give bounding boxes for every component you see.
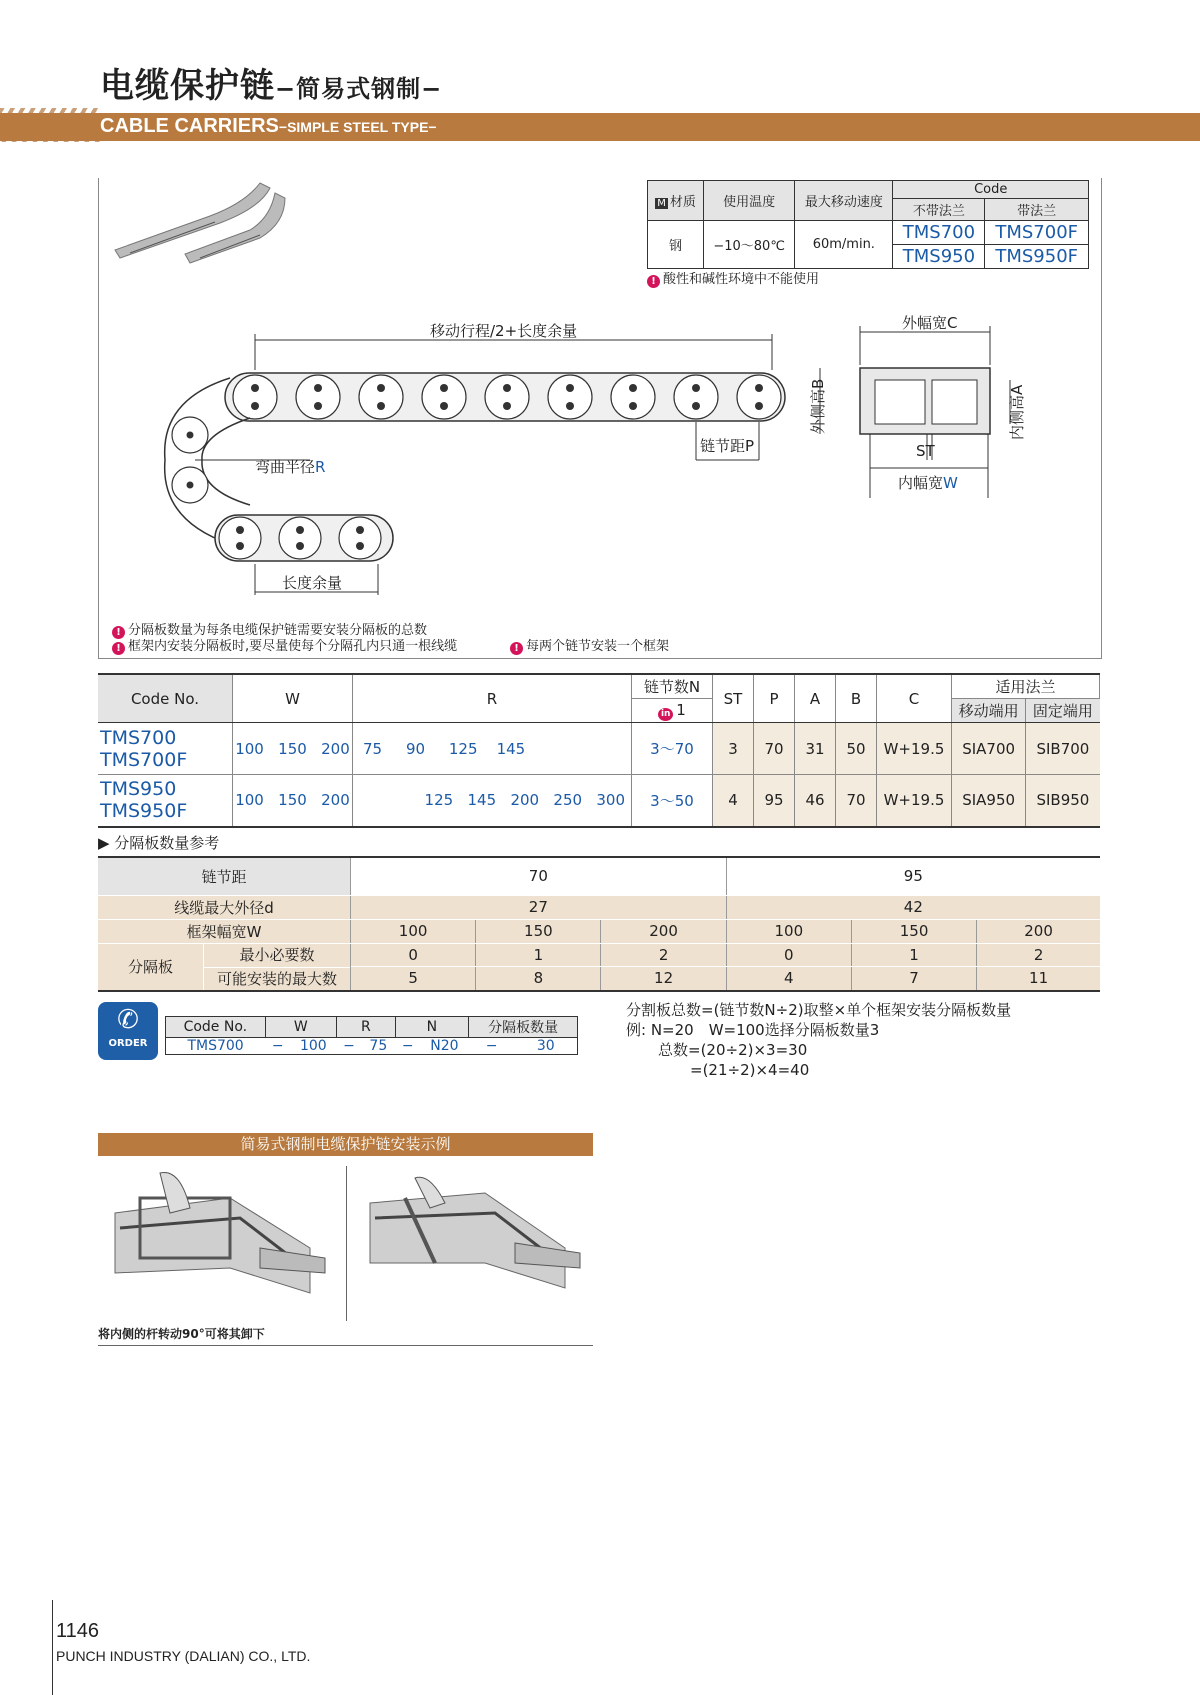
with-flange-header: 带法兰 (985, 199, 1089, 221)
code-cell (98, 723, 233, 775)
ref-width: 150 (476, 919, 601, 943)
a-cell: 46 (795, 775, 836, 827)
ref-max: 8 (476, 967, 601, 991)
order-table (165, 1016, 578, 1055)
w-value: 100 (235, 739, 264, 758)
col-st: ST (713, 674, 754, 723)
r-value: 125 (424, 791, 454, 810)
photo-divider (346, 1166, 347, 1321)
ref-width-label: 框架幅宽W (98, 919, 351, 943)
ref-max: 4 (726, 967, 851, 991)
ref-min: 2 (977, 943, 1100, 967)
box-note-2-text: 框架内安装分隔板时,要尽量使每个分隔孔内只通一根线缆 (128, 639, 458, 654)
col-moving: 移动端用 (952, 699, 1026, 723)
c-cell: W+19.5 (877, 775, 952, 827)
formula-line: 例: N=20 W=100选择分隔板数量3 (626, 1021, 880, 1039)
fixed-cell: SIB950 (1026, 775, 1100, 827)
r-cell (353, 723, 632, 775)
main-table (98, 673, 1100, 828)
box-note-3-text: 每两个链节安装一个框架 (526, 639, 670, 654)
ref-max: 5 (351, 967, 476, 991)
radius-label-text: 弯曲半径 (255, 458, 316, 476)
photos-title: 简易式钢制电缆保护链安装示例 (98, 1133, 593, 1156)
p-cell: 70 (754, 723, 795, 775)
order-header: R (336, 1017, 395, 1038)
col-n: 链节数N (632, 674, 713, 699)
col-flange: 适用法兰 (952, 674, 1100, 699)
col-p: P (754, 674, 795, 723)
r-value: 125 (448, 739, 478, 758)
ref-dia: 42 (726, 895, 1100, 919)
warning-icon: ! (112, 642, 125, 655)
ref-min: 2 (601, 943, 726, 967)
inner-width-symbol: W (943, 474, 958, 492)
spec-note-text: 酸性和碱性环境中不能使用 (663, 272, 820, 287)
code-cell: TMS700F (985, 221, 1089, 245)
code-flange: TMS950F (100, 800, 188, 823)
ref-width: 150 (851, 919, 976, 943)
chain-diagram (160, 310, 1026, 610)
r-value: 300 (596, 791, 625, 810)
title-cn-sub: −简易式钢制− (275, 75, 443, 103)
title-en-sub: −SIMPLE STEEL TYPE− (278, 119, 437, 135)
code-cell (98, 775, 233, 827)
ref-table (98, 856, 1100, 992)
code-cell: TMS950 (893, 245, 985, 269)
n-cell: 3～70 (632, 723, 713, 775)
code-cell: TMS700 (893, 221, 985, 245)
r-value: 75 (363, 739, 383, 758)
w-value: 150 (278, 791, 307, 810)
phone-icon: ✆ (117, 1005, 139, 1035)
w-value: 200 (321, 739, 350, 758)
warning-icon: ! (647, 275, 660, 288)
pitch-label: 链节距P (700, 437, 755, 455)
ref-width: 200 (601, 919, 726, 943)
product-photo (110, 178, 290, 278)
ref-max-label: 可能安装的最大数 (216, 969, 337, 988)
inner-width-text: 内幅宽 (898, 474, 944, 492)
w-cell (233, 775, 353, 827)
material-header-text: 材质 (669, 195, 696, 210)
spec-note (647, 268, 819, 288)
speed-value: 60m/min. (795, 221, 893, 269)
table-row (98, 775, 1100, 827)
outer-height-label: 外侧高B (809, 378, 827, 434)
order-dash: − (265, 1038, 290, 1055)
formula (626, 1000, 1011, 1080)
st-cell: 4 (713, 775, 754, 827)
w-value: 200 (321, 791, 350, 810)
ref-sep-cell (98, 943, 351, 991)
inner-height-label: 内侧高A (1008, 384, 1026, 440)
order-header: Code No. (166, 1017, 266, 1038)
stroke-label: 移动行程/2+长度余量 (430, 322, 578, 340)
r-value: 145 (496, 739, 526, 758)
order-value: N20 (420, 1038, 468, 1055)
r-value: 90 (405, 739, 426, 758)
title-en-main: CABLE CARRIERS (100, 115, 279, 137)
moving-cell: SIA700 (952, 723, 1026, 775)
code-header: Code (893, 181, 1089, 199)
formula-line: 分割板总数=(链节数N÷2)取整×单个框架安装分隔板数量 (626, 1001, 1012, 1019)
col-fixed: 固定端用 (1026, 699, 1100, 723)
p-cell: 95 (754, 775, 795, 827)
ref-max: 12 (601, 967, 726, 991)
code-primary: TMS950 (100, 778, 177, 801)
ref-width: 200 (977, 919, 1100, 943)
col-n-sub (632, 699, 713, 723)
ref-min: 1 (476, 943, 601, 967)
formula-line: 总数=(20÷2)×3=30 (658, 1041, 808, 1059)
ref-max: 7 (851, 967, 976, 991)
col-r: R (353, 674, 632, 723)
temp-header: 使用温度 (704, 181, 795, 221)
r-cell (353, 775, 632, 827)
fixed-cell: SIB700 (1026, 723, 1100, 775)
order-value: TMS700 (166, 1038, 266, 1055)
order-dash: − (336, 1038, 361, 1055)
formula-line: =(21÷2)×4=40 (690, 1061, 810, 1079)
w-cell (233, 723, 353, 775)
col-b: B (836, 674, 877, 723)
order-value: 100 (290, 1038, 336, 1055)
speed-header: 最大移动速度 (795, 181, 893, 221)
box-note-3 (510, 635, 669, 655)
code-primary: TMS700 (100, 726, 177, 749)
order-header: 分隔板数量 (469, 1017, 578, 1038)
radius-symbol: R (315, 458, 326, 476)
a-cell: 31 (795, 723, 836, 775)
title-cn: 电缆保护链 (100, 66, 275, 106)
box-note-1-text: 分隔板数量为每条电缆保护链需要安装分隔板的总数 (128, 623, 428, 638)
photos-caption: 将内侧的杆转动90°可将其卸下 (98, 1327, 265, 1341)
order-dash: − (395, 1038, 420, 1055)
r-value: 145 (467, 791, 497, 810)
temp-value: −10～80℃ (704, 221, 795, 269)
ref-width: 100 (351, 919, 476, 943)
col-c: C (877, 674, 952, 723)
r-value: 250 (553, 791, 583, 810)
moving-cell: SIA950 (952, 775, 1026, 827)
code-cell: TMS950F (985, 245, 1089, 269)
c-cell: W+19.5 (877, 723, 952, 775)
ref-dia: 27 (351, 895, 727, 919)
ref-pitch: 95 (726, 857, 1100, 895)
radius-label (255, 458, 325, 476)
ref-pitch-label: 链节距 (98, 857, 351, 895)
ref-sep-group (98, 944, 350, 990)
col-code: Code No. (98, 674, 233, 723)
w-value: 100 (235, 791, 264, 810)
slack-label: 长度余量 (282, 574, 343, 592)
box-note-2 (112, 635, 457, 655)
page-title (100, 58, 442, 107)
b-cell: 70 (836, 775, 877, 827)
order-value: 75 (362, 1038, 396, 1055)
m-badge: M (657, 198, 666, 209)
spec-table (647, 180, 1089, 269)
st-cell: 3 (713, 723, 754, 775)
material-value: 钢 (648, 221, 704, 269)
in-badge: in (658, 708, 673, 721)
b-cell: 50 (836, 723, 877, 775)
st-label: ST (916, 442, 935, 460)
ref-sep-sub (204, 944, 350, 990)
order-header: W (265, 1017, 336, 1038)
install-photo-2 (365, 1168, 585, 1318)
ref-min-label: 最小必要数 (204, 944, 350, 968)
footer-rule (52, 1600, 53, 1695)
n-cell: 3～50 (632, 775, 713, 827)
warning-icon: ! (510, 642, 523, 655)
col-n-sub-text: 1 (676, 700, 686, 719)
ref-max: 11 (977, 967, 1100, 991)
w-value: 150 (278, 739, 307, 758)
company-name: PUNCH INDUSTRY (DALIAN) CO., LTD. (56, 1648, 311, 1664)
order-dash: − (469, 1038, 515, 1055)
warning-icon: ! (112, 626, 125, 639)
ref-width: 100 (726, 919, 851, 943)
material-header (648, 181, 704, 221)
code-flange: TMS700F (100, 748, 188, 771)
order-badge (98, 1002, 158, 1060)
ref-pitch: 70 (351, 857, 727, 895)
install-photo-1 (110, 1168, 330, 1318)
order-header: N (395, 1017, 469, 1038)
title-en (100, 115, 437, 138)
ref-min: 1 (851, 943, 976, 967)
order-badge-text: ORDER (108, 1038, 148, 1049)
col-w: W (233, 674, 353, 723)
page-number: 1146 (56, 1620, 100, 1642)
ref-sep-label: 分隔板 (98, 944, 204, 990)
inner-width-label (898, 474, 958, 492)
ref-dia-label: 线缆最大外径d (98, 895, 351, 919)
ref-title: ▶ 分隔板数量参考 (98, 834, 220, 852)
r-value: 200 (510, 791, 540, 810)
ref-min: 0 (726, 943, 851, 967)
no-flange-header: 不带法兰 (893, 199, 985, 221)
ref-min: 0 (351, 943, 476, 967)
col-a: A (795, 674, 836, 723)
photos-rule (98, 1345, 593, 1346)
order-value: 30 (515, 1038, 578, 1055)
outer-width-label: 外幅宽C (902, 314, 958, 332)
table-row (98, 723, 1100, 775)
